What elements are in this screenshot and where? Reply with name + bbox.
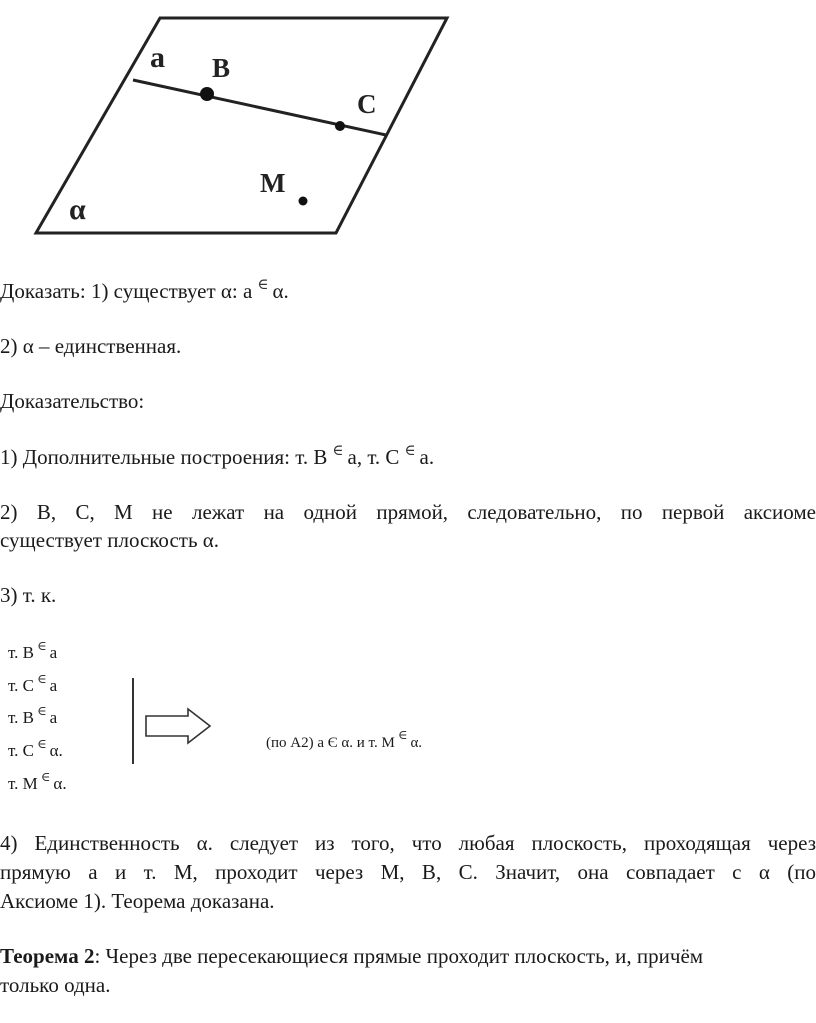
- condition-item: [8, 703, 58, 729]
- element-of-symbol: ∈: [257, 277, 269, 293]
- prove-line-1-suffix: α.: [272, 279, 289, 303]
- condition-suffix: a: [49, 676, 58, 695]
- element-of-symbol: ∈: [37, 671, 47, 686]
- line-a: [133, 80, 386, 135]
- condition-prefix: т. B: [8, 708, 34, 727]
- condition-suffix: α.: [53, 774, 67, 793]
- element-of-symbol: ∈: [332, 443, 344, 459]
- element-of-symbol: ∈: [397, 727, 408, 742]
- condition-item: [8, 736, 63, 762]
- proof-step-4-line-1: 4) Единственность α. следует из того, что любая плоскость, проходящая через: [0, 831, 816, 855]
- plane-alpha-label: α: [69, 193, 86, 226]
- point-b-dot: [200, 87, 214, 101]
- point-m-dot: [299, 197, 308, 206]
- plane-figure: [0, 0, 816, 250]
- prove-line-1: [0, 276, 289, 310]
- point-b-label: B: [212, 53, 231, 83]
- point-c-dot: [335, 121, 345, 131]
- condition-item: [8, 671, 58, 697]
- conclusion-part-2: α. и т. M: [341, 735, 395, 751]
- line-a-label: a: [150, 41, 165, 74]
- condition-suffix: a: [49, 708, 58, 727]
- prove-line-1-prefix: Доказать: 1) существует α: a: [0, 279, 253, 303]
- conclusion-part-3: α.: [410, 735, 423, 751]
- conclusion-statement: [266, 727, 423, 753]
- condition-item: [8, 638, 58, 664]
- condition-item: [8, 769, 67, 795]
- step-1-part-2: a, т. C: [347, 445, 400, 469]
- proof-step-4-line-3: Аксиоме 1). Теорема доказана.: [0, 889, 275, 913]
- theorem-2-line-1: [0, 941, 703, 972]
- element-of-symbol: ∈: [404, 443, 416, 459]
- conclusion-part-1: (по A2) a: [266, 735, 325, 751]
- implication-arrow-icon: [146, 709, 210, 743]
- prove-line-2: 2) α – единственная.: [0, 334, 182, 358]
- point-c-label: C: [357, 89, 377, 119]
- theorem-2-label: Теорема 2: [0, 944, 95, 968]
- element-of-symbol: Є: [327, 735, 338, 751]
- condition-prefix: т. M: [8, 774, 38, 793]
- condition-prefix: т. C: [8, 741, 34, 760]
- condition-suffix: a: [49, 643, 58, 662]
- theorem-2-text: : Через две пересекающиеся прямые проходит плоскость, и, причём: [94, 944, 704, 968]
- plane-alpha-parallelogram: [36, 18, 447, 233]
- condition-prefix: т. B: [8, 643, 34, 662]
- element-of-symbol: ∈: [40, 769, 51, 784]
- proof-step-2-line-1: 2) B, C, M не лежат на одной прямой, следовательно, по первой аксиоме: [0, 500, 816, 524]
- step-1-part-1: 1) Дополнительные построения: т. B: [0, 445, 328, 469]
- element-of-symbol: ∈: [37, 638, 47, 653]
- proof-step-3: 3) т. к.: [0, 583, 57, 607]
- proof-step-1: [0, 442, 434, 476]
- theorem-2-line-2: только одна.: [0, 973, 111, 997]
- proof-heading: Доказательство:: [0, 389, 145, 413]
- proof-step-2-line-2: существует плоскость α.: [0, 528, 220, 552]
- element-of-symbol: ∈: [37, 736, 47, 751]
- condition-prefix: т. C: [8, 676, 34, 695]
- element-of-symbol: ∈: [37, 703, 47, 718]
- proof-step-4-line-2: прямую а и т. М, проходит через М, В, С. Значит, она совпадает с α (по: [0, 860, 816, 884]
- point-m-label: M: [260, 168, 286, 198]
- step-1-part-3: a.: [419, 445, 435, 469]
- implication-graphic: [120, 670, 220, 770]
- condition-suffix: α.: [49, 741, 63, 760]
